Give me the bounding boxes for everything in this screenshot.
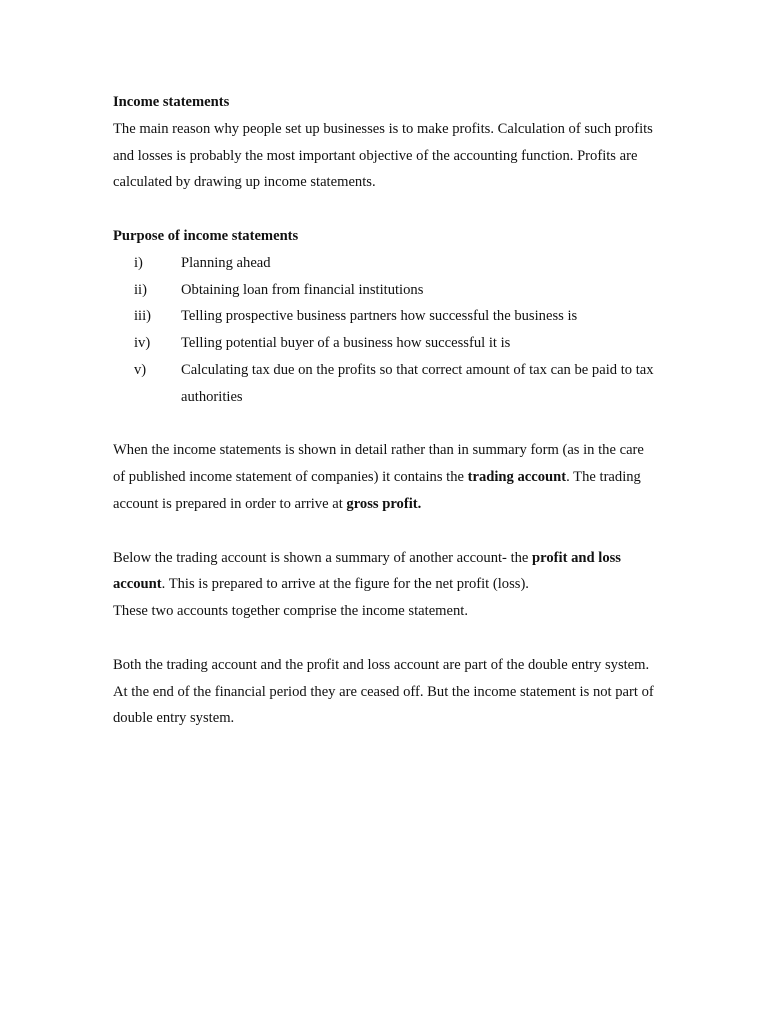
list-item-text: Telling potential buyer of a business how successful it is	[181, 335, 511, 352]
list-item-text: Telling prospective business partners how successful the business is	[181, 308, 578, 325]
list-item	[113, 303, 658, 330]
paragraph-text: Below the trading account is shown a summary of another account- the	[113, 549, 533, 566]
trading-account-term: trading account	[467, 469, 567, 486]
spacer	[113, 625, 658, 652]
spacer	[113, 196, 658, 223]
paragraph-text: . This is prepared to arrive at the figure for the net profit (loss).	[161, 576, 529, 593]
spacer	[113, 518, 658, 545]
double-entry-paragraph: Both the trading account and the profit and loss account are part of the double entry system. At the end of the financial period they are ceased off. But the income statement is not part of double entry system.	[113, 656, 654, 727]
gross-profit-term: gross profit.	[346, 495, 422, 512]
list-item	[113, 250, 658, 277]
trading-account-paragraph	[113, 437, 658, 517]
document-page	[113, 89, 658, 732]
intro-paragraph: The main reason why people set up businesses is to make profits. Calculation of such profits and losses is probably the most important objective of the accounting function. Profits are calculated by drawing up income statements.	[113, 120, 653, 191]
list-numeral: v)	[134, 361, 147, 378]
summary-line: These two accounts together comprise the income statement.	[113, 603, 468, 620]
profit-and-loss-term: profit and loss account	[113, 549, 621, 593]
list-numeral: i)	[134, 254, 143, 271]
list-item-text: Obtaining loan from financial institutions	[181, 281, 424, 298]
spacer	[113, 411, 658, 438]
list-numeral: iii)	[134, 308, 152, 325]
purpose-list	[113, 250, 658, 411]
list-numeral: iv)	[134, 335, 151, 352]
list-item	[113, 330, 658, 357]
paragraph-text: . The trading account is prepared in order to arrive at	[113, 469, 641, 512]
list-item-text: Planning ahead	[181, 254, 271, 271]
profit-loss-paragraph	[113, 545, 658, 599]
purpose-heading: Purpose of income statements	[113, 227, 299, 244]
paragraph-text: When the income statements is shown in detail rather than in summary form (as in the care of published income statement of companies) it contains the	[113, 442, 644, 486]
list-item-text: Calculating tax due on the profits so that correct amount of tax can be paid to tax authorities	[181, 361, 654, 405]
list-numeral: ii)	[134, 281, 147, 298]
list-item	[113, 357, 658, 411]
list-item	[113, 277, 658, 304]
income-statements-heading: Income statements	[113, 94, 230, 110]
